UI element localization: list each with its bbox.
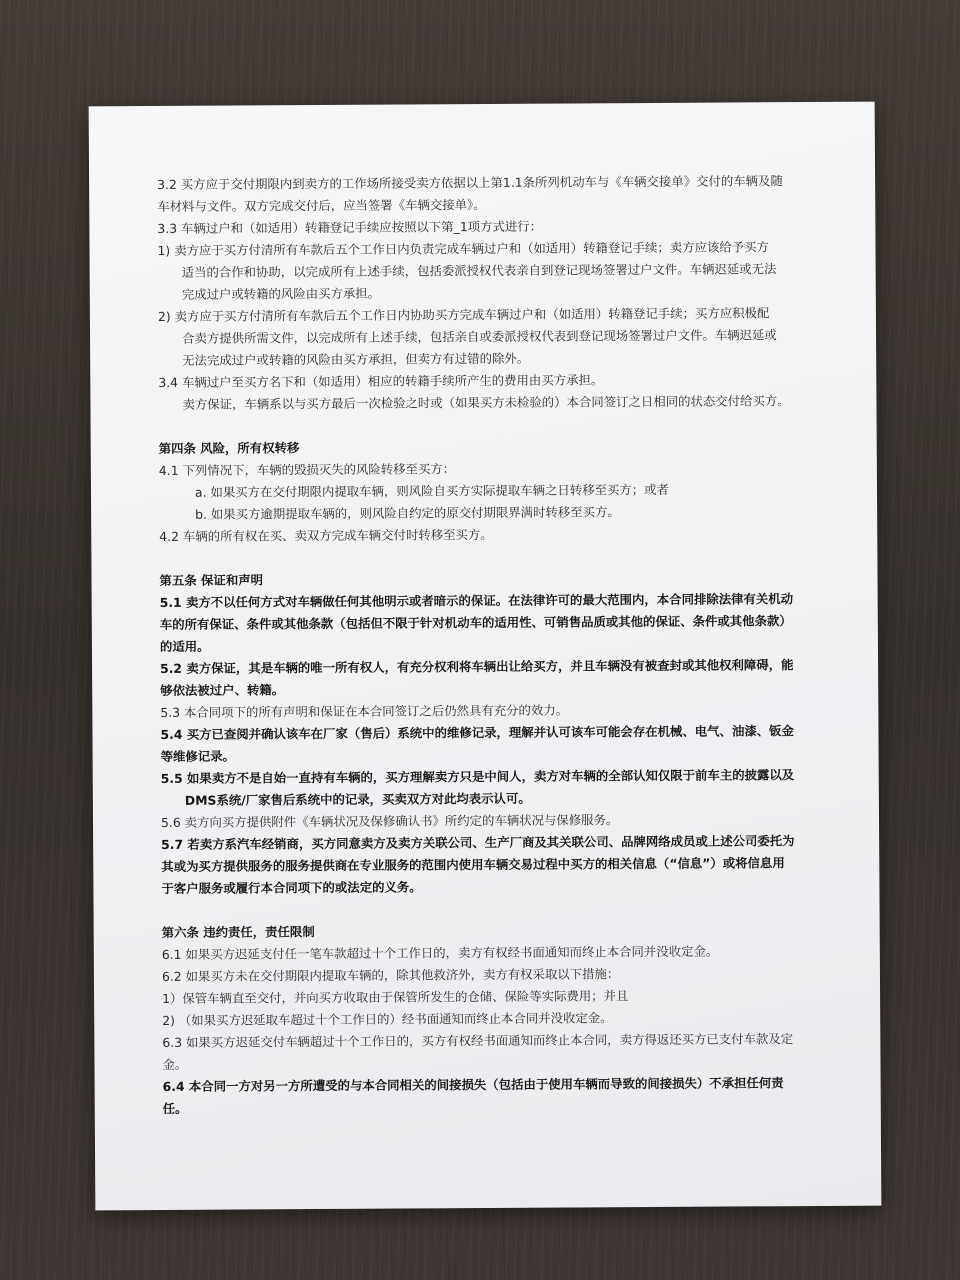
section-5-warranty [159, 566, 809, 900]
clause-5-1: 5.1 卖方不以任何方式对车辆做任何其他明示或者暗示的保证。在法律许可的最大范围内，本合同排除法律有关机动 [159, 591, 794, 610]
contract-page [89, 102, 882, 1211]
clause-5-5: 5.5 如果卖方不是自始一直持有车辆的，买方理解卖方只是中间人，卖方对车辆的全部认知仅限于前车主的披露以及 [160, 767, 795, 786]
clause-3-3-option-1-cont: 适当的合作和协助，以完成所有上述手续，包括委派授权代表亲自到登记现场签署过户文件。车辆迟延或无法 [181, 261, 777, 280]
clause-5-5-cont: DMS系统/厂家售后系统中的记录，买卖双方对此均表示认可。 [184, 790, 531, 808]
clause-3-4: 3.4 车辆过户至买方名下和（如适用）相应的转籍手续所产生的费用由买方承担。 [158, 372, 604, 390]
section-5-heading: 第五条 保证和声明 [159, 572, 264, 588]
clause-3-3-option-1: 1) 卖方应于买方付清所有车款后五个工作日内负责完成车辆过户和（如适用）转籍登记手续；卖方应该给予买方 [157, 239, 769, 258]
clause-5-1-cont: 车的所有保证、条件或其他条款（包括但不限于针对机动车的适用性、可销售品质或其他的保证、条件或其他条款） [159, 613, 792, 632]
clause-5-2: 5.2 卖方保证，其是车辆的唯一所有权人，有充分权利将车辆出让给买方，并且车辆没有被查封或其他权利障碍，能 [160, 657, 794, 676]
clause-5-7: 5.7 若卖方系汽车经销商，买方同意卖方及卖方关联公司、生产厂商及其关联公司、品牌网络成员或上述公司委托为 [161, 833, 795, 852]
clause-6-3-cont: 金。 [162, 1056, 188, 1072]
clause-4-2: 4.2 车辆的所有权在买、卖双方完成车辆交付时转移至买方。 [159, 526, 493, 544]
clause-5-4-cont: 等维修记录。 [160, 748, 235, 764]
clause-6-4: 6.4 本合同一方对另一方所遭受的与本合同相关的间接损失（包括由于使用车辆而导致的间接损失）不承担任何责 [162, 1075, 784, 1094]
clause-5-1-cont: 的适用。 [159, 638, 210, 654]
clause-4-1: 4.1 下列情况下，车辆的毁损灭失的风险转移至买方： [158, 461, 456, 478]
clause-5-2-cont: 够依法被过户、转籍。 [160, 682, 285, 698]
clause-6-1: 6.1 如果买方迟延支付任一笔车款超过十个工作日的，卖方有权经书面通知而终止本合同并没收定金。 [161, 943, 719, 962]
clause-4-1-b: b. 如果买方逾期提取车辆的，则风险自约定的原交付期限界满时转移至买方。 [195, 504, 620, 522]
clause-3-2: 3.2 买方应于交付期限内到卖方的工作场所接受卖方依据以上第1.1条所列机动车与《车辆交接单》交付的车辆及随 [157, 173, 783, 192]
clause-3-4-warranty: 卖方保证，车辆系以与买方最后一次检验之时或（如果买方未检验的）本合同签订之日相同的状态交付给买方。 [182, 393, 790, 412]
section-4-heading: 第四条 风险，所有权转移 [158, 440, 300, 456]
clause-4-1-a: a. 如果买方在交付期限内提取车辆，则风险自买方实际提取车辆之日转移至买方；或者 [194, 481, 669, 500]
clause-6-2: 6.2 如果买方未在交付期限内提取车辆的，除其他救济外，卖方有权采取以下措施： [161, 966, 620, 984]
clause-5-6: 5.6 卖方向买方提供附件《车辆状况及保修确认书》所约定的车辆状况与保修服务。 [160, 812, 619, 830]
section-6-heading: 第六条 违约责任，责任限制 [161, 924, 315, 940]
clause-6-2-measure-2: 2) （如果买方迟延取车超过十个工作日的）经书面通知而终止本合同并没收定金。 [162, 1010, 613, 1028]
clause-6-2-measure-1: 1）保管车辆直至交付，并向买方收取由于保管所发生的仓储、保险等实际费用；并且 [162, 988, 629, 1006]
clause-3-3: 3.3 车辆过户和（如适用）转籍登记手续应按照以下第_1项方式进行： [157, 218, 543, 236]
clause-6-4-cont: 任。 [162, 1100, 188, 1116]
clause-3-3-option-2-cont: 无法完成过户或转籍的风险由买方承担，但卖方有过错的除外。 [182, 350, 530, 368]
clause-5-7-cont: 于客户服务或履行本合同项下的或法定的义务。 [161, 879, 422, 896]
clause-3-3-option-2-cont: 合卖方提供所需文件，以完成所有上述手续，包括亲自或委派授权代表到登记现场签署过户文件。车辆迟延或 [182, 327, 777, 346]
section-3-delivery [157, 170, 806, 416]
clause-6-3: 6.3 如果买方迟延交付车辆超过十个工作日的，买方有权经书面通知而终止本合同，卖方得返还买方已支付车款及定 [162, 1031, 794, 1050]
section-6-liability [162, 918, 811, 1120]
clause-3-2-cont: 车材料与文件。双方完成交付后，应当签署《车辆交接单》。 [157, 196, 486, 214]
clause-5-3: 5.3 本合同项下的所有声明和保证在本合同签订之后仍然具有充分的效力。 [160, 702, 569, 720]
clause-5-7-cont: 其或为买方提供服务的服务提供商在专业服务的范围内使用车辆交易过程中买方的相关信息（“信息”）或将信息用 [161, 855, 785, 874]
clause-3-3-option-1-cont: 完成过户或转籍的风险由买方承担。 [181, 285, 381, 302]
clause-3-3-option-2: 2) 卖方应于买方付清所有车款后五个工作日内协助买方完成车辆过户和（如适用）转籍登记手续；买方应积极配 [157, 305, 770, 324]
section-4-risk [159, 434, 808, 548]
clause-5-4: 5.4 买方已查阅并确认该车在厂家（售后）系统中的维修记录，理解并认可该车可能会存在机械、电气、油漆、钣金 [160, 723, 794, 742]
